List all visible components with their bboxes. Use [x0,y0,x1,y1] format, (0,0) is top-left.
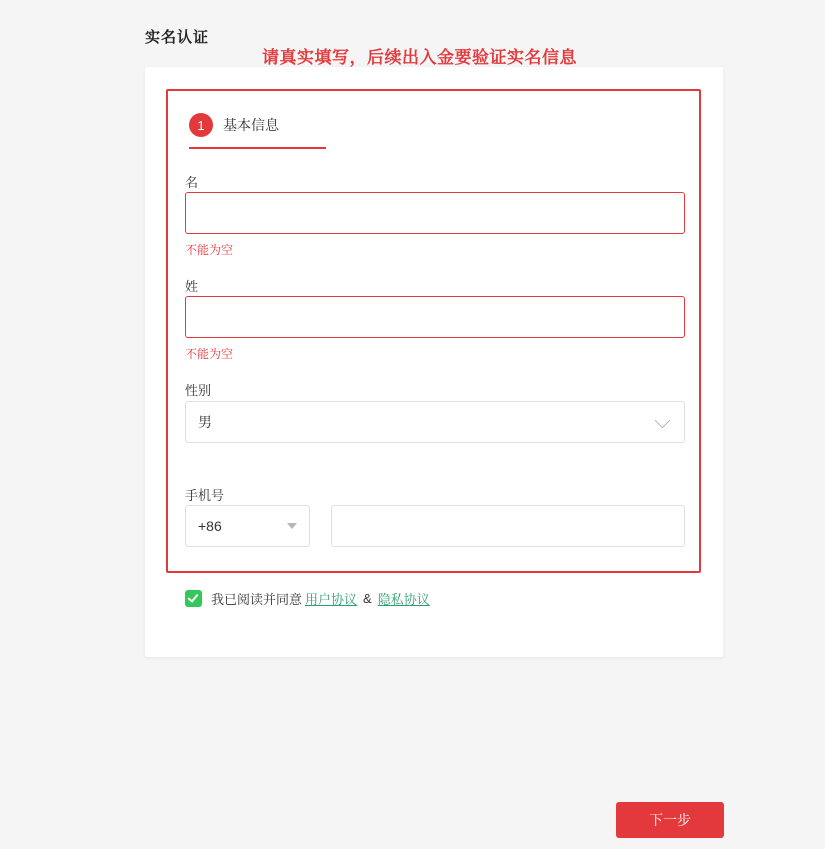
caret-down-icon [287,523,297,529]
step-label: 基本信息 [223,117,279,133]
agreement-row [185,589,433,608]
first-name-input[interactable] [185,192,685,234]
notice-text: 请真实填写，后续出入金要验证实名信息 [262,48,577,67]
chevron-down-icon [655,412,671,428]
last-name-label: 姓 [185,279,199,294]
country-code-value: +86 [198,518,222,534]
agreement-separator: & [363,591,372,606]
step-header [189,113,279,137]
user-agreement-link[interactable]: 用户协议 [305,592,358,607]
agreement-checkbox[interactable] [185,590,202,607]
gender-label: 性别 [185,383,212,398]
first-name-label: 名 [185,175,199,190]
last-name-input[interactable] [185,296,685,338]
phone-label: 手机号 [185,488,225,503]
next-step-button[interactable]: 下一步 [616,802,724,838]
gender-select[interactable] [185,401,685,443]
step-underline [189,147,326,149]
privacy-agreement-link[interactable]: 隐私协议 [377,592,430,607]
first-name-error: 不能为空 [185,243,234,257]
page-title: 实名认证 [145,29,210,46]
country-code-select[interactable] [185,505,310,547]
step-number-badge: 1 [189,113,213,137]
agreement-text: 我已阅读并同意 [211,592,303,607]
last-name-error: 不能为空 [185,347,234,361]
phone-number-input[interactable] [331,505,685,547]
form-card [145,67,723,657]
gender-value: 男 [198,414,212,430]
